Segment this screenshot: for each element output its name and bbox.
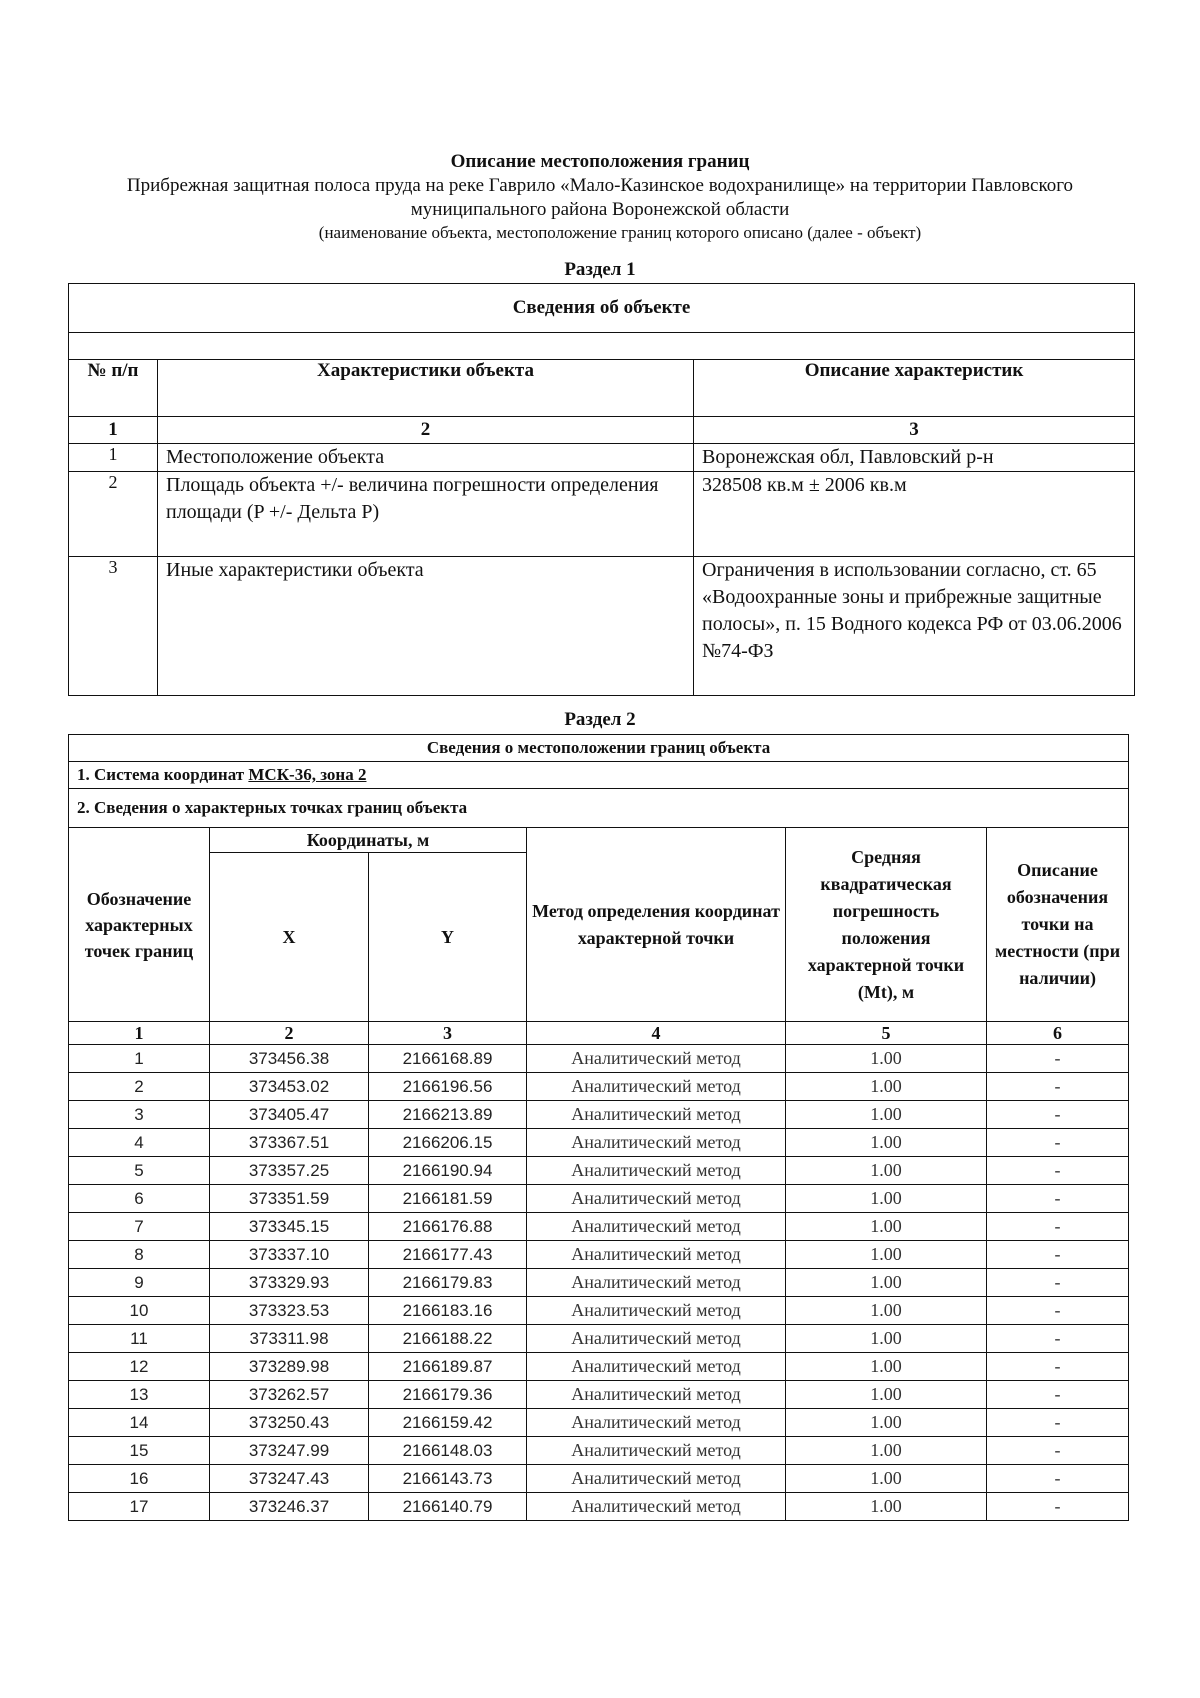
error-value: 1.00 xyxy=(786,1101,987,1129)
description-value: - xyxy=(987,1297,1129,1325)
error-value: 1.00 xyxy=(786,1381,987,1409)
coordinate-x: 373246.37 xyxy=(210,1493,369,1521)
error-value: 1.00 xyxy=(786,1129,987,1157)
point-number: 17 xyxy=(69,1493,210,1521)
method-value: Аналитический метод xyxy=(527,1381,786,1409)
coordinate-system-label: 1. Система координат xyxy=(77,765,249,784)
coordinate-x: 373456.38 xyxy=(210,1045,369,1073)
column-number: 2 xyxy=(210,1022,369,1045)
error-value: 1.00 xyxy=(786,1353,987,1381)
coordinate-y: 2166159.42 xyxy=(369,1409,527,1437)
description-value: - xyxy=(987,1465,1129,1493)
column-header-description: Описание характеристик xyxy=(694,360,1135,417)
column-number: 2 xyxy=(158,417,694,444)
table-row xyxy=(69,1409,1129,1437)
table-row xyxy=(69,1157,1129,1185)
points-title: 2. Сведения о характерных точках границ объекта xyxy=(69,789,1129,828)
coordinate-x: 373351.59 xyxy=(210,1185,369,1213)
boundary-info-title: Сведения о местоположении границ объекта xyxy=(69,735,1129,762)
error-value: 1.00 xyxy=(786,1045,987,1073)
row-number: 1 xyxy=(69,444,158,472)
error-value: 1.00 xyxy=(786,1157,987,1185)
error-value: 1.00 xyxy=(786,1493,987,1521)
table-row xyxy=(69,1101,1129,1129)
boundary-points-table xyxy=(68,734,1129,1521)
method-value: Аналитический метод xyxy=(527,1045,786,1073)
coordinate-y: 2166196.56 xyxy=(369,1073,527,1101)
row-number: 2 xyxy=(69,472,158,557)
coordinate-y: 2166148.03 xyxy=(369,1437,527,1465)
coordinate-x: 373289.98 xyxy=(210,1353,369,1381)
coordinate-y: 2166168.89 xyxy=(369,1045,527,1073)
point-number: 13 xyxy=(69,1381,210,1409)
description-value: - xyxy=(987,1241,1129,1269)
column-header-error: Средняя квадратическая погрешность положения характерной точки (Mt), м xyxy=(786,828,987,1022)
description-value: - xyxy=(987,1213,1129,1241)
point-number: 10 xyxy=(69,1297,210,1325)
object-info-table xyxy=(68,283,1135,696)
coordinate-y: 2166183.16 xyxy=(369,1297,527,1325)
coordinate-y: 2166189.87 xyxy=(369,1353,527,1381)
table-row xyxy=(69,1437,1129,1465)
characteristic-name: Площадь объекта +/- величина погрешности определения площади (P +/- Дельта P) xyxy=(158,472,694,557)
coordinate-x: 373367.51 xyxy=(210,1129,369,1157)
coordinate-x: 373311.98 xyxy=(210,1325,369,1353)
column-header-number: № п/п xyxy=(69,360,158,417)
table-row xyxy=(69,1241,1129,1269)
method-value: Аналитический метод xyxy=(527,1101,786,1129)
description-value: - xyxy=(987,1437,1129,1465)
document-note: (наименование объекта, местоположение границ которого описано (далее - объект) xyxy=(318,223,922,242)
table-row xyxy=(69,1213,1129,1241)
table-row xyxy=(69,1465,1129,1493)
column-header-coordinates: Координаты, м xyxy=(210,828,527,853)
method-value: Аналитический метод xyxy=(527,1129,786,1157)
coordinate-x: 373453.02 xyxy=(210,1073,369,1101)
coordinate-x: 373405.47 xyxy=(210,1101,369,1129)
coordinate-x: 373337.10 xyxy=(210,1241,369,1269)
coordinate-y: 2166177.43 xyxy=(369,1241,527,1269)
point-number: 9 xyxy=(69,1269,210,1297)
point-number: 12 xyxy=(69,1353,210,1381)
document-header xyxy=(0,150,1200,244)
error-value: 1.00 xyxy=(786,1073,987,1101)
point-number: 14 xyxy=(69,1409,210,1437)
document-title: Описание местоположения границ xyxy=(450,151,750,172)
point-number: 15 xyxy=(69,1437,210,1465)
error-value: 1.00 xyxy=(786,1213,987,1241)
error-value: 1.00 xyxy=(786,1185,987,1213)
point-number: 4 xyxy=(69,1129,210,1157)
description-value: - xyxy=(987,1269,1129,1297)
coordinate-x: 373357.25 xyxy=(210,1157,369,1185)
column-header-x: X xyxy=(210,853,369,1022)
object-info-title: Сведения об объекте xyxy=(69,284,1135,333)
empty-row xyxy=(69,333,1135,360)
table-row xyxy=(69,1325,1129,1353)
column-header-point: Обозначение характерных точек границ xyxy=(69,828,210,1022)
point-number: 3 xyxy=(69,1101,210,1129)
error-value: 1.00 xyxy=(786,1241,987,1269)
description-value: - xyxy=(987,1381,1129,1409)
coordinate-y: 2166179.83 xyxy=(369,1269,527,1297)
characteristic-value: Воронежская обл, Павловский р-н xyxy=(694,444,1135,472)
error-value: 1.00 xyxy=(786,1465,987,1493)
point-number: 8 xyxy=(69,1241,210,1269)
column-number: 3 xyxy=(694,417,1135,444)
table-row xyxy=(69,1297,1129,1325)
document-subtitle: Прибрежная защитная полоса пруда на реке Гаврило «Мало-Казинское водохранилище» на территории Павловского муниципального района Воронежской области xyxy=(126,175,1074,220)
method-value: Аналитический метод xyxy=(527,1437,786,1465)
coordinate-x: 373262.57 xyxy=(210,1381,369,1409)
table-row xyxy=(69,1353,1129,1381)
description-value: - xyxy=(987,1157,1129,1185)
characteristic-name: Местоположение объекта xyxy=(158,444,694,472)
error-value: 1.00 xyxy=(786,1325,987,1353)
error-value: 1.00 xyxy=(786,1437,987,1465)
description-value: - xyxy=(987,1325,1129,1353)
column-number: 5 xyxy=(786,1022,987,1045)
error-value: 1.00 xyxy=(786,1409,987,1437)
method-value: Аналитический метод xyxy=(527,1269,786,1297)
description-value: - xyxy=(987,1185,1129,1213)
table-row xyxy=(69,1381,1129,1409)
point-number: 16 xyxy=(69,1465,210,1493)
table-row xyxy=(69,1185,1129,1213)
characteristic-value: Ограничения в использовании согласно, ст. 65 «Водоохранные зоны и прибрежные защитные полосы», п. 15 Водного кодекса РФ от 03.06.2006 №74-ФЗ xyxy=(694,557,1135,696)
description-value: - xyxy=(987,1353,1129,1381)
coordinate-system xyxy=(69,762,1129,789)
method-value: Аналитический метод xyxy=(527,1493,786,1521)
method-value: Аналитический метод xyxy=(527,1297,786,1325)
coordinate-y: 2166206.15 xyxy=(369,1129,527,1157)
table-row xyxy=(69,1269,1129,1297)
coordinate-x: 373247.99 xyxy=(210,1437,369,1465)
coordinate-y: 2166188.22 xyxy=(369,1325,527,1353)
method-value: Аналитический метод xyxy=(527,1213,786,1241)
table-row xyxy=(69,472,1135,557)
section2-heading: Раздел 2 xyxy=(564,709,636,730)
table-row xyxy=(69,1073,1129,1101)
coordinate-y: 2166181.59 xyxy=(369,1185,527,1213)
section1-heading: Раздел 1 xyxy=(564,259,636,280)
column-number: 1 xyxy=(69,1022,210,1045)
method-value: Аналитический метод xyxy=(527,1465,786,1493)
coordinate-system-value: МСК-36, зона 2 xyxy=(248,765,367,784)
column-number: 1 xyxy=(69,417,158,444)
error-value: 1.00 xyxy=(786,1297,987,1325)
coordinate-x: 373247.43 xyxy=(210,1465,369,1493)
coordinate-y: 2166140.79 xyxy=(369,1493,527,1521)
method-value: Аналитический метод xyxy=(527,1241,786,1269)
table-row xyxy=(69,1045,1129,1073)
method-value: Аналитический метод xyxy=(527,1353,786,1381)
column-header-characteristics: Характеристики объекта xyxy=(158,360,694,417)
column-number: 4 xyxy=(527,1022,786,1045)
point-number: 11 xyxy=(69,1325,210,1353)
column-header-description: Описание обозначения точки на местности (при наличии) xyxy=(987,828,1129,1022)
points-body xyxy=(69,1045,1129,1521)
description-value: - xyxy=(987,1493,1129,1521)
description-value: - xyxy=(987,1129,1129,1157)
column-header-y: Y xyxy=(369,853,527,1022)
description-value: - xyxy=(987,1409,1129,1437)
coordinate-y: 2166143.73 xyxy=(369,1465,527,1493)
method-value: Аналитический метод xyxy=(527,1409,786,1437)
coordinate-x: 373329.93 xyxy=(210,1269,369,1297)
point-number: 5 xyxy=(69,1157,210,1185)
description-value: - xyxy=(987,1101,1129,1129)
error-value: 1.00 xyxy=(786,1269,987,1297)
point-number: 6 xyxy=(69,1185,210,1213)
column-header-method: Метод определения координат характерной точки xyxy=(527,828,786,1022)
method-value: Аналитический метод xyxy=(527,1073,786,1101)
table-row xyxy=(69,1493,1129,1521)
coordinate-y: 2166190.94 xyxy=(369,1157,527,1185)
method-value: Аналитический метод xyxy=(527,1325,786,1353)
method-value: Аналитический метод xyxy=(527,1157,786,1185)
row-number: 3 xyxy=(69,557,158,696)
column-number: 3 xyxy=(369,1022,527,1045)
description-value: - xyxy=(987,1045,1129,1073)
coordinate-x: 373250.43 xyxy=(210,1409,369,1437)
description-value: - xyxy=(987,1073,1129,1101)
coordinate-x: 373345.15 xyxy=(210,1213,369,1241)
coordinate-y: 2166213.89 xyxy=(369,1101,527,1129)
method-value: Аналитический метод xyxy=(527,1185,786,1213)
coordinate-x: 373323.53 xyxy=(210,1297,369,1325)
point-number: 7 xyxy=(69,1213,210,1241)
column-number: 6 xyxy=(987,1022,1129,1045)
table-row xyxy=(69,557,1135,696)
characteristic-name: Иные характеристики объекта xyxy=(158,557,694,696)
coordinate-y: 2166176.88 xyxy=(369,1213,527,1241)
characteristic-value: 328508 кв.м ± 2006 кв.м xyxy=(694,472,1135,557)
coordinate-y: 2166179.36 xyxy=(369,1381,527,1409)
point-number: 1 xyxy=(69,1045,210,1073)
table-row xyxy=(69,1129,1129,1157)
table-row xyxy=(69,444,1135,472)
point-number: 2 xyxy=(69,1073,210,1101)
